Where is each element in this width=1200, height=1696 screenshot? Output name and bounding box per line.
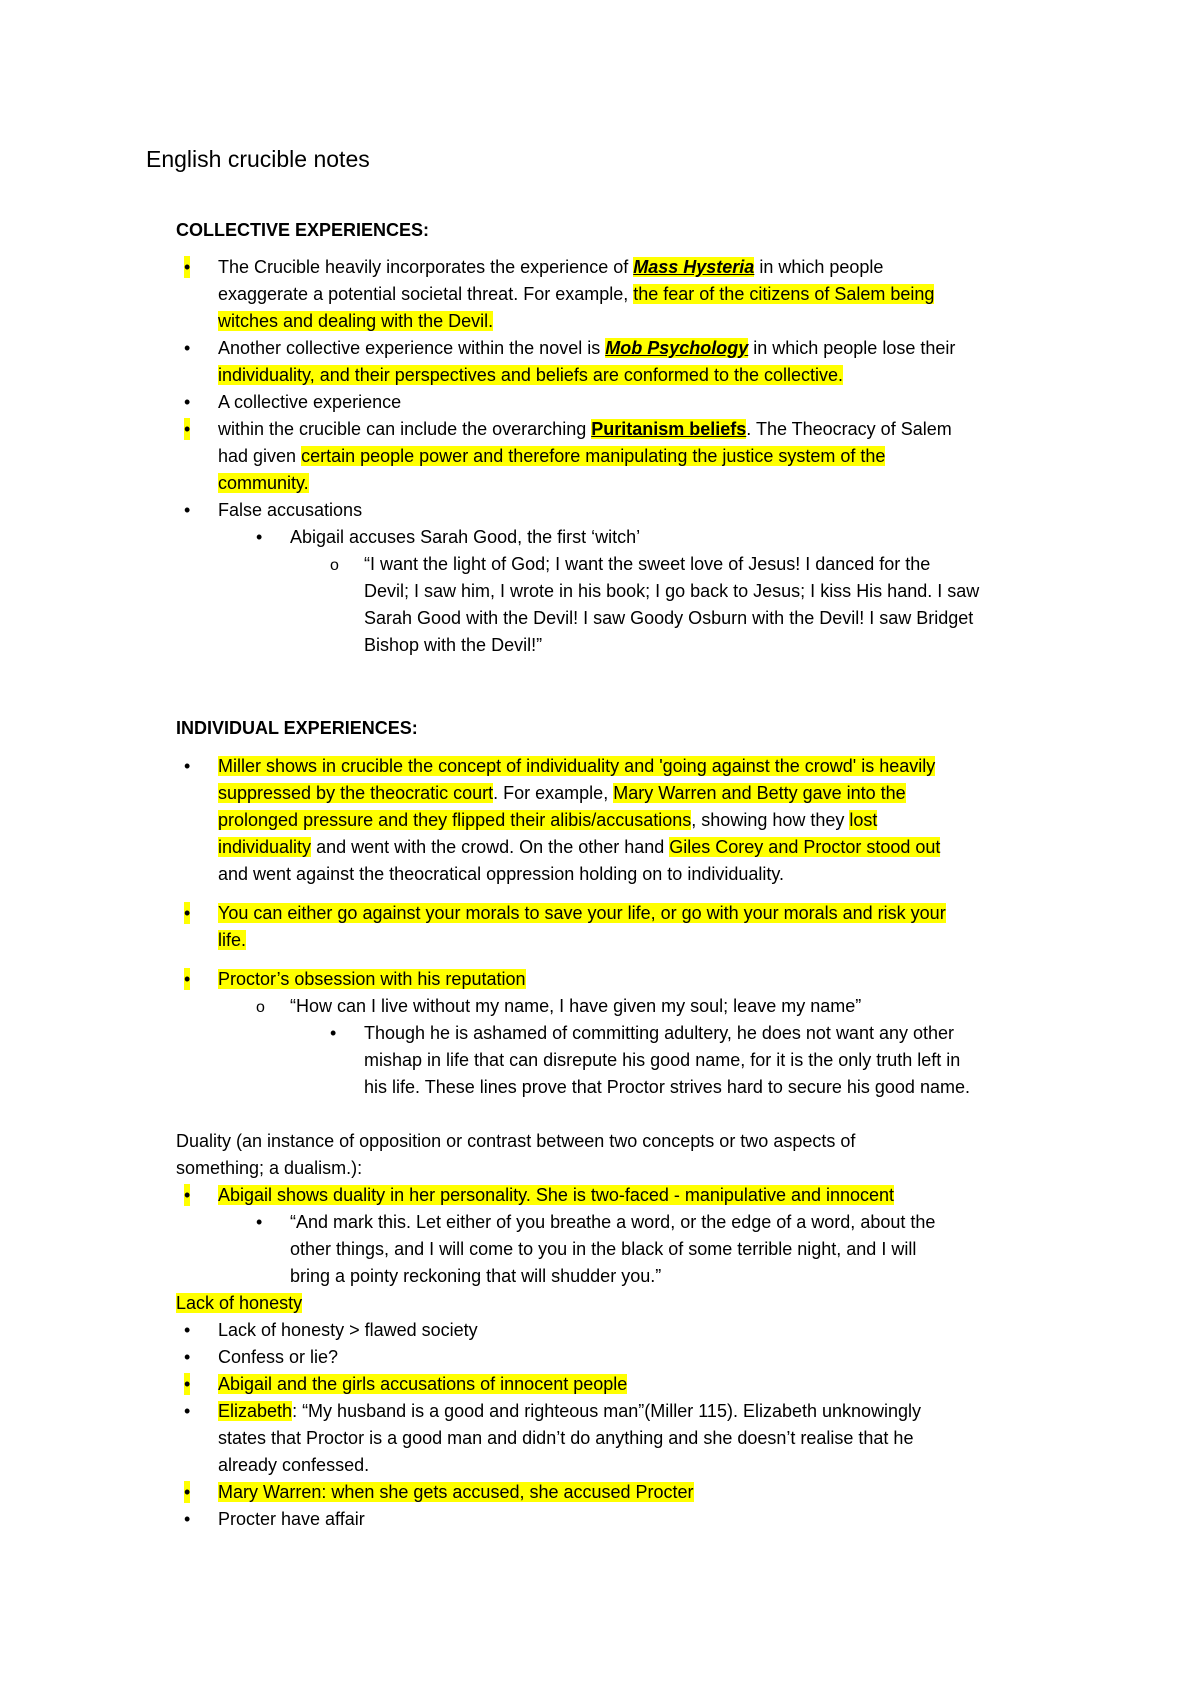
- bullet: [184, 1319, 190, 1341]
- quote-line: Devil; I saw him, I wrote in his book; I go back to Jesus; I kiss His hand. I saw: [364, 581, 980, 601]
- bullet: [184, 1346, 190, 1368]
- bullet: [184, 968, 190, 990]
- bullet: [256, 1211, 262, 1233]
- bullet: [184, 902, 190, 924]
- sub-list-item-continued: his life. These lines prove that Proctor strives hard to secure his good name.: [364, 1077, 970, 1097]
- list-item-continued: individuality and went with the crowd. On the other hand Giles Corey and Proctor stood out: [218, 837, 941, 857]
- list-item: Mary Warren: when she gets accused, she accused Procter: [218, 1482, 694, 1502]
- bullet: [184, 1373, 190, 1395]
- section-heading-honesty: Lack of honesty: [176, 1293, 303, 1313]
- bullet: [184, 1400, 190, 1422]
- list-item-continued: already confessed.: [218, 1455, 370, 1475]
- list-item: Procter have affair: [218, 1509, 365, 1529]
- list-item-continued: witches and dealing with the Devil.: [218, 311, 494, 331]
- quote-line: “And mark this. Let either of you breathe a word, or the edge of a word, about the: [290, 1212, 936, 1232]
- bullet: [184, 1481, 190, 1503]
- list-item: Elizabeth: “My husband is a good and righteous man”(Miller 115). Elizabeth unknowingly: [218, 1401, 922, 1421]
- bullet: [184, 755, 190, 777]
- list-item-continued: and went against the theocratical oppression holding on to individuality.: [218, 864, 785, 884]
- sub-list-item: Abigail accuses Sarah Good, the first ‘witch’: [290, 527, 641, 547]
- list-item: Abigail shows duality in her personality. She is two-faced - manipulative and innocent: [218, 1185, 895, 1205]
- bullet: [184, 1184, 190, 1206]
- quote-line: other things, and I will come to you in the black of some terrible night, and I will: [290, 1239, 917, 1259]
- list-item-continued: community.: [218, 473, 309, 493]
- bullet: [184, 391, 190, 413]
- list-item: Lack of honesty > flawed society: [218, 1320, 478, 1340]
- list-item-continued: prolonged pressure and they flipped their alibis/accusations, showing how they lost: [218, 810, 878, 830]
- paragraph: something; a dualism.):: [176, 1158, 363, 1178]
- sub-list-item: Though he is ashamed of committing adultery, he does not want any other: [364, 1023, 955, 1043]
- list-item: within the crucible can include the overarching Puritanism beliefs. The Theocracy of Salem: [218, 419, 952, 439]
- list-item: You can either go against your morals to save your life, or go with your morals and risk your: [218, 903, 946, 923]
- list-item: Another collective experience within the novel is Mob Psychology in which people lose their: [218, 338, 956, 358]
- list-item-continued: individuality, and their perspectives and beliefs are conformed to the collective.: [218, 365, 844, 385]
- paragraph: Duality (an instance of opposition or contrast between two concepts or two aspects of: [176, 1131, 856, 1151]
- section-heading-collective: COLLECTIVE EXPERIENCES:: [176, 220, 430, 240]
- page-title: English crucible notes: [146, 146, 370, 172]
- list-item-continued: suppressed by the theocratic court. For example, Mary Warren and Betty gave into the: [218, 783, 906, 803]
- bullet: [184, 418, 190, 440]
- bullet: [256, 526, 262, 548]
- quote-line: “How can I live without my name, I have given my soul; leave my name”: [290, 996, 862, 1016]
- quote-line: “I want the light of God; I want the sweet love of Jesus! I danced for the: [364, 554, 931, 574]
- bullet: [184, 256, 190, 278]
- list-item-continued: life.: [218, 930, 247, 950]
- list-item: Proctor’s obsession with his reputation: [218, 969, 526, 989]
- list-item: The Crucible heavily incorporates the experience of Mass Hysteria in which people: [218, 257, 884, 277]
- list-item-continued: had given certain people power and therefore manipulating the justice system of the: [218, 446, 886, 466]
- list-item: A collective experience: [218, 392, 402, 412]
- quote-line: Sarah Good with the Devil! I saw Goody Osburn with the Devil! I saw Bridget: [364, 608, 974, 628]
- sub-bullet: [256, 995, 265, 1019]
- sub-list-item-continued: mishap in life that can disrepute his good name, for it is the only truth left in: [364, 1050, 961, 1070]
- bullet: [184, 337, 190, 359]
- list-item-continued: states that Proctor is a good man and didn’t do anything and she doesn’t realise that he: [218, 1428, 914, 1448]
- list-item: Abigail and the girls accusations of innocent people: [218, 1374, 628, 1394]
- bullet: [184, 1508, 190, 1530]
- bullet: [330, 1022, 336, 1044]
- quote-line: bring a pointy reckoning that will shudder you.”: [290, 1266, 662, 1286]
- bullet: [184, 499, 190, 521]
- section-heading-individual: INDIVIDUAL EXPERIENCES:: [176, 718, 418, 738]
- list-item: Confess or lie?: [218, 1347, 339, 1367]
- list-item-continued: exaggerate a potential societal threat. For example, the fear of the citizens of Salem being: [218, 284, 935, 304]
- sub-bullet: [330, 553, 339, 577]
- quote-line: Bishop with the Devil!”: [364, 635, 543, 655]
- list-item: Miller shows in crucible the concept of individuality and 'going against the crowd' is heavily: [218, 756, 936, 776]
- list-item: False accusations: [218, 500, 363, 520]
